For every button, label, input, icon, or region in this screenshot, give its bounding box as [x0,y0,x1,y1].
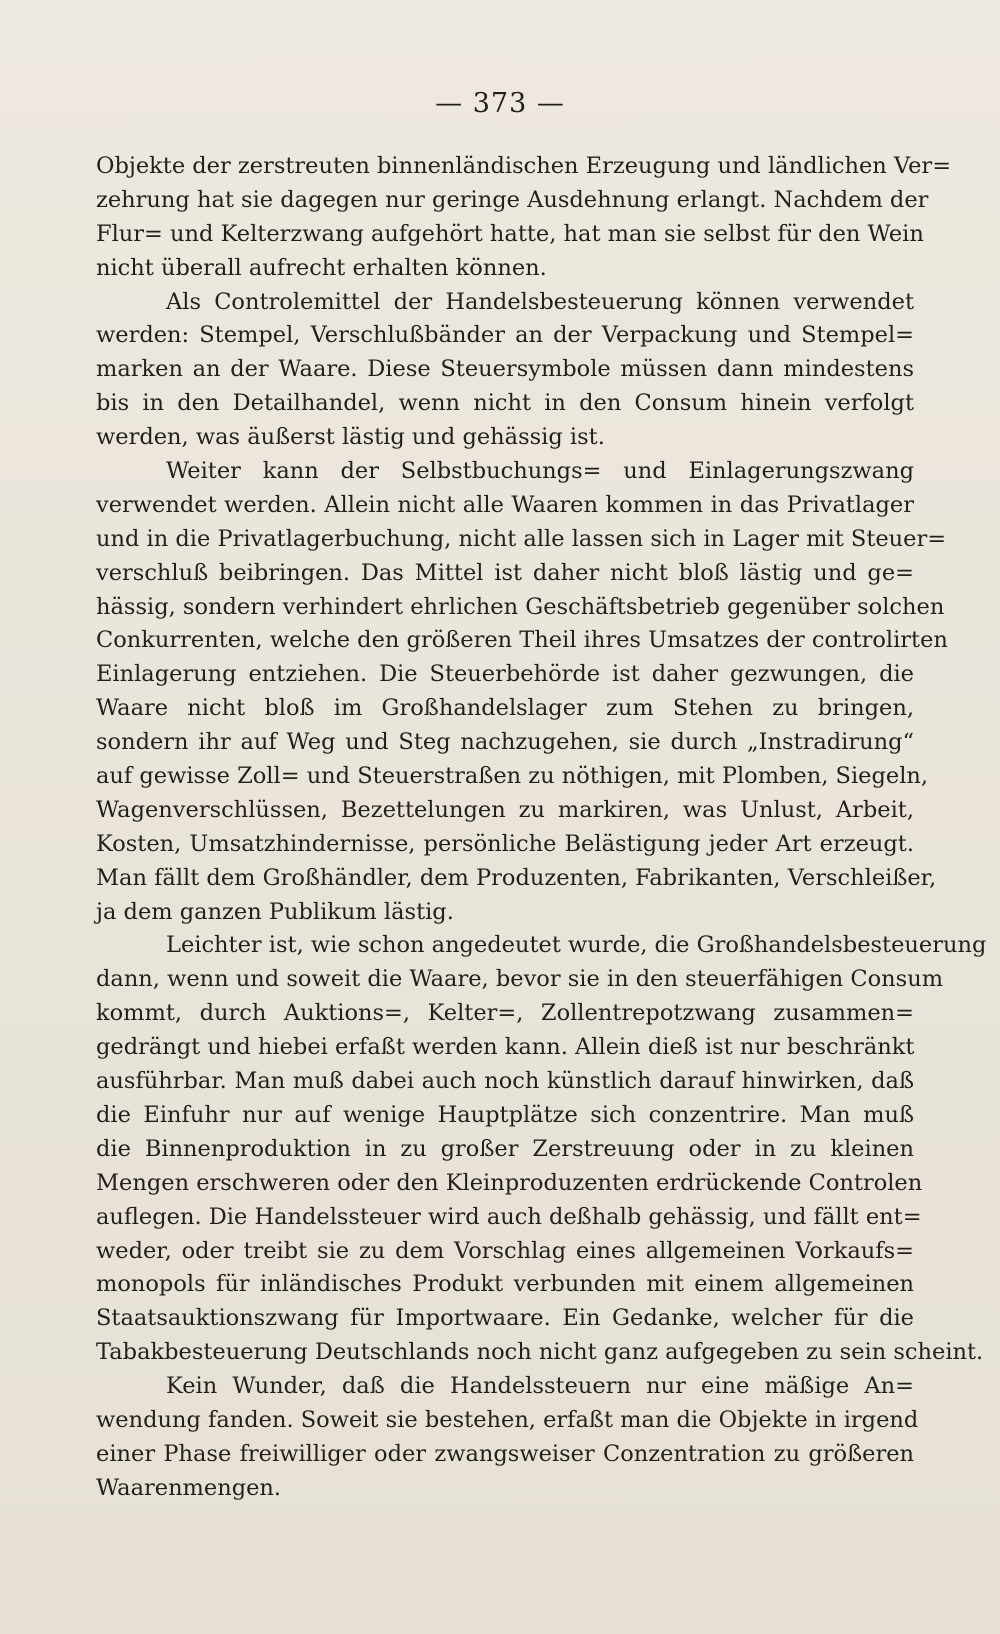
text-line: dann, wenn und soweit die Waare, bevor sie in den steuerfähigen Consum [96,966,944,993]
text-line: Man fällt dem Großhändler, dem Produzenten, Fabrikanten, Verschleißer, [96,864,937,891]
text-line: Wagenverschlüssen, Bezettelungen zu markiren, was Unlust, Arbeit, [96,796,914,823]
text-line: bis in den Detailhandel, wenn nicht in den Consum hinein verfolgt [96,390,914,417]
text-line: Mengen erschweren oder den Kleinproduzenten erdrückende Controlen [96,1169,923,1196]
text-line: werden: Stempel, Verschlußbänder an der Verpackung und Stempel= [96,322,914,349]
text-line: verwendet werden. Allein nicht alle Waaren kommen in das Privatlager [96,491,914,518]
paragraph [96,455,948,929]
text-line: ja dem ganzen Publikum lästig. [96,898,454,925]
text-line: Waare nicht bloß im Großhandelslager zum Stehen zu bringen, [96,695,914,722]
text-line: die Einfuhr nur auf wenige Hauptplätze sich conzentrire. Man muß [96,1101,914,1128]
text-line: kommt, durch Auktions=, Kelter=, Zollentrepotzwang zusammen= [96,1000,914,1027]
text-line: hässig, sondern verhindert ehrlichen Geschäftsbetrieb gegenüber solchen [96,593,945,620]
text-line: weder, oder treibt sie zu dem Vorschlag eines allgemeinen Vorkaufs= [96,1237,914,1264]
text-line: Tabakbesteuerung Deutschlands noch nicht ganz aufgegeben zu sein scheint. [96,1339,984,1366]
text-line: Leichter ist, wie schon angedeutet wurde, die Großhandelsbesteuerung [166,932,987,959]
text-line: sondern ihr auf Weg und Steg nachzugehen, sie durch „Instradirung“ [96,729,914,756]
text-line: Kosten, Umsatzhindernisse, persönliche Belästigung jeder Art erzeugt. [96,830,914,857]
text-line: und in die Privatlagerbuchung, nicht alle lassen sich in Lager mit Steuer= [96,525,947,552]
text-line: zehrung hat sie dagegen nur geringe Ausdehnung erlangt. Nachdem der [96,186,929,213]
paragraph [96,150,952,286]
paragraph [96,286,914,455]
text-line: auflegen. Die Handelssteuer wird auch deßhalb gehässig, und fällt ent= [96,1203,922,1230]
text-line: werden, was äußerst lästig und gehässig ist. [96,424,605,451]
text-line: einer Phase freiwilliger oder zwangsweiser Conzentration zu größeren [96,1440,914,1467]
text-line: monopols für inländisches Produkt verbunden mit einem allgemeinen [96,1271,914,1298]
text-line: Kein Wunder, daß die Handelssteuern nur eine mäßige An= [166,1373,914,1400]
paragraph [96,1370,919,1506]
text-line: Objekte der zerstreuten binnenländischen Erzeugung und ländlichen Ver= [96,153,952,179]
text-line: gedrängt und hiebei erfaßt werden kann. Allein dieß ist nur beschränkt [96,1034,915,1061]
text-line: wendung fanden. Soweit sie bestehen, erfaßt man die Objekte in irgend [96,1406,919,1433]
text-line: Staatsauktionszwang für Importwaare. Ein Gedanke, welcher für die [96,1305,914,1332]
text-line: Einlagerung entziehen. Die Steuerbehörde ist daher gezwungen, die [96,661,914,688]
text-line: die Binnenproduktion in zu großer Zerstreuung oder in zu kleinen [96,1135,914,1162]
text-line: Waarenmengen. [96,1474,282,1501]
text-line: nicht überall aufrecht erhalten können. [96,254,547,281]
text-line: Flur= und Kelterzwang aufgehört hatte, hat man sie selbst für den Wein [96,220,924,247]
text-line: verschluß beibringen. Das Mittel ist daher nicht bloß lästig und ge= [96,559,914,586]
text-line: Als Controlemittel der Handelsbesteuerung können verwendet [166,288,914,315]
text-line: ausführbar. Man muß dabei auch noch künstlich darauf hinwirken, daß [96,1068,914,1095]
text-line: Weiter kann der Selbstbuchungs= und Einlagerungszwang [166,458,914,485]
body-text [96,150,987,1506]
text-line: Conkurrenten, welche den größeren Theil ihres Umsatzes der controlirten [96,627,948,654]
text-line: auf gewisse Zoll= und Steuerstraßen zu nöthigen, mit Plomben, Siegeln, [96,763,929,790]
paragraph [96,929,987,1370]
text-line: marken an der Waare. Diese Steuersymbole müssen dann mindestens [96,356,914,383]
page-number: — 373 — [435,88,565,119]
